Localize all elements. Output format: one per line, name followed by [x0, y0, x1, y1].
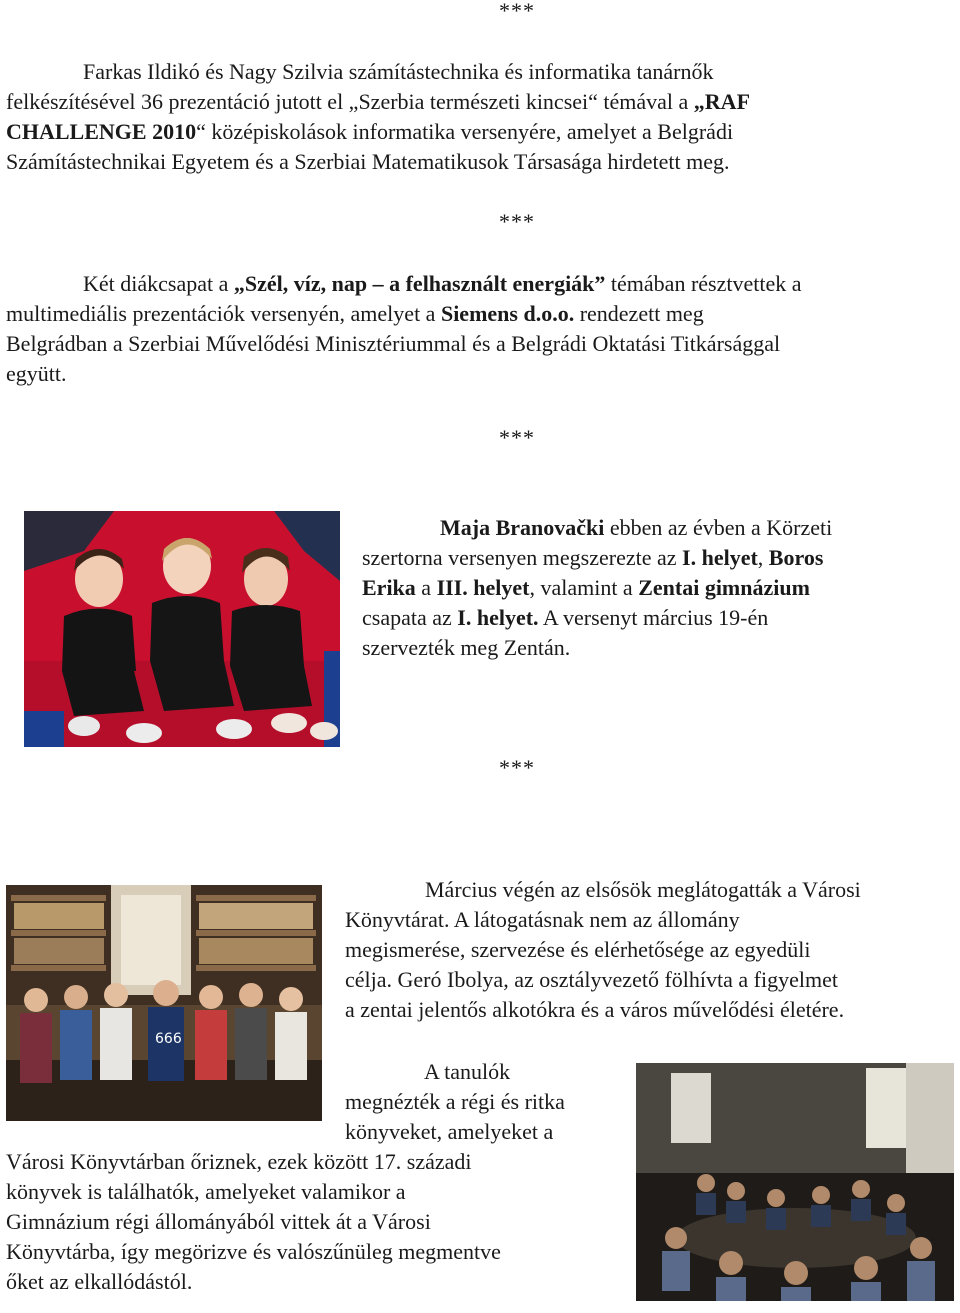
- text-line: szervezték meg Zentán.: [362, 635, 571, 660]
- text-line: felkészítésével 36 prezentáció jutott el „Szerbia természeti kincsei“ témával a „RAF: [6, 89, 751, 114]
- text-line: célja. Geró Ibolya, az osztályvezető fölhívta a figyelmet: [345, 967, 838, 992]
- text-line: multimediális prezentációk versenyén, amelyet a Siemens d.o.o. rendezett meg: [6, 301, 704, 326]
- text-line: Gimnázium régi állományából vittek át a Városi: [6, 1209, 431, 1234]
- text-line: a zentai jelentős alkotókra és a város művelődési életére.: [345, 997, 845, 1022]
- text-line: csapata az I. helyet. A versenyt március 19-én: [362, 605, 769, 630]
- text-line: CHALLENGE 2010“ középiskolások informatika versenyére, amelyet a Belgrádi: [6, 119, 734, 144]
- text-line: Belgrádban a Szerbiai Művelődési Minisztériummal és a Belgrádi Oktatási Titkársággal: [6, 331, 781, 356]
- text-line: együtt.: [6, 361, 67, 386]
- text-line: Erika a III. helyet, valamint a Zentai gimnázium: [362, 575, 810, 600]
- text-line: Március végén az elsősök meglátogatták a Városi: [425, 877, 861, 902]
- paragraph-gymnastics: [362, 513, 952, 663]
- text-line: megismerése, szervezése és elérhetősége az egyedüli: [345, 937, 811, 962]
- separator-stars: ***: [499, 0, 535, 23]
- text-line: Városi Könyvtárban őriznek, ezek között 17. századi: [6, 1149, 472, 1174]
- svg-text:666: 666: [155, 1031, 182, 1047]
- gymnasts-photo: [24, 511, 340, 747]
- text-line: Két diákcsapat a „Szél, víz, nap – a felhasznált energiák” témában résztvettek a: [83, 271, 802, 296]
- separator-stars: ***: [499, 755, 535, 780]
- text-line: Maja Branovački ebben az évben a Körzeti: [440, 515, 833, 540]
- text-line: megnézték a régi és ritka: [345, 1089, 565, 1114]
- text-line: könyvek is találhatók, amelyeket valamikor a: [6, 1179, 406, 1204]
- text-line: könyveket, amelyeket a: [345, 1119, 554, 1144]
- paragraph-siemens: [6, 269, 956, 389]
- reading-room-photo: [636, 1063, 954, 1301]
- paragraph-raf-challenge: [6, 57, 956, 177]
- separator-stars: ***: [499, 209, 535, 234]
- text-line: A tanulók: [424, 1059, 511, 1084]
- text-line: Könyvtárat. A látogatásnak nem az állomány: [345, 907, 740, 932]
- text-line: Könyvtárba, így megörizve és valószűnüleg megmentve: [6, 1239, 501, 1264]
- separator-stars: ***: [499, 425, 535, 450]
- paragraph-library-visit: [345, 875, 955, 1025]
- text-line: őket az elkallódástól.: [6, 1269, 193, 1294]
- paragraph-old-books: [6, 1057, 626, 1297]
- text-line: szertorna versenyen megszerezte az I. helyet, Boros: [362, 545, 824, 570]
- text-line: Farkas Ildikó és Nagy Szilvia számítástechnika és informatika tanárnők: [83, 59, 714, 84]
- text-line: Számítástechnikai Egyetem és a Szerbiai Matematikusok Társasága hirdetett meg.: [6, 149, 730, 174]
